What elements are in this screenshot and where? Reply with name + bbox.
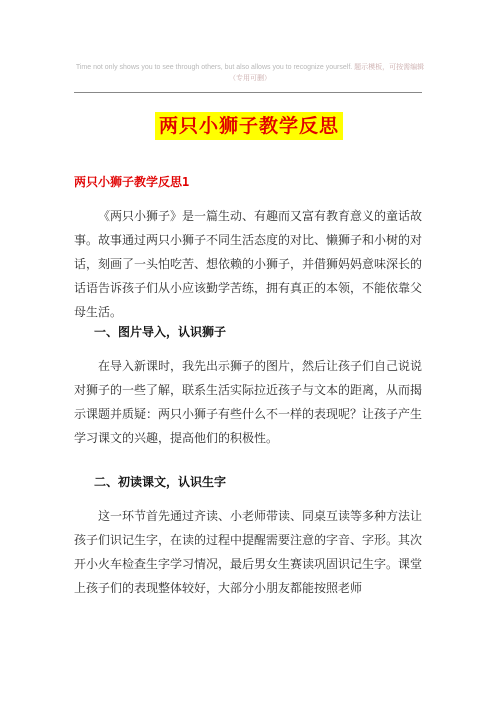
heading-first-reading: 二、初读课文，认识生字: [94, 475, 227, 489]
header-note: [74, 62, 426, 84]
paragraph-picture-intro: 在导入新课时，我先出示狮子的图片，然后让孩子们自己说说对狮子的一些了解，联系生活实际拉近孩子与文本的距离，从而揭示课题并质疑：两只小狮子有些什么不一样的表现呢？让孩子产生学习课文的兴趣，提高他们的积极性。: [74, 359, 423, 445]
section-title: 两只小狮子教学反思1: [74, 175, 190, 189]
document-title: 两只小狮子教学反思: [155, 112, 343, 140]
heading-picture-intro: 一、图片导入，认识狮子: [94, 325, 227, 339]
paragraph-first-reading: 这一环节首先通过齐读、小老师带读、同桌互读等多种方法让孩子们识记生字，在读的过程中提醒需要注意的字音、字形。其次开小火车检查生字学习情况，最后男女生赛读巩固识记生字。课堂上孩子们的表现整体较好，大部分小朋友都能按照老师: [74, 509, 423, 595]
header-divider: [74, 92, 422, 93]
paragraph-intro: 《两只小狮子》是一篇生动、有趣而又富有教育意义的童话故事。故事通过两只小狮子不同生活态度的对比、懒狮子和小树的对话，刻画了一头怕吃苦、想依赖的小狮子，并借狮妈妈意味深长的话语告诉孩子们从小应该勤学苦练，拥有真正的本领，不能依靠父母生活。: [74, 209, 423, 319]
header-note-chinese: 题示模板，可按需编辑（专用可删）: [229, 64, 425, 82]
header-note-english: Time not only shows you to see through others, but also allows you to recognize yourself.: [75, 64, 353, 71]
